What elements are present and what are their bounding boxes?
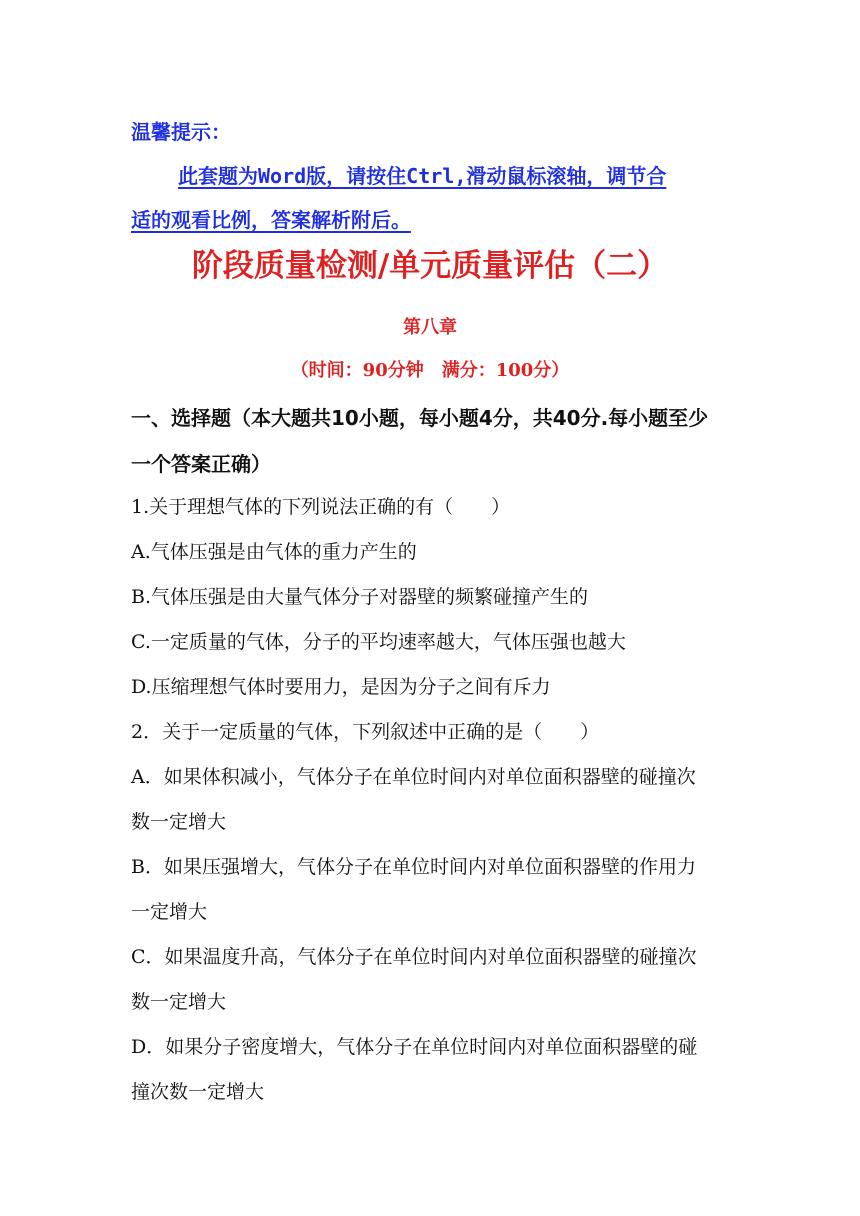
page-title: 阶段质量检测/单元质量评估（二） [191, 248, 669, 284]
question-2-option-c-line-1: C．如果温度升高，气体分子在单位时间内对单位面积器壁的碰撞次 [131, 946, 697, 968]
question-2-option-c-line-2: 数一定增大 [131, 991, 227, 1013]
question-1-option-c: C.一定质量的气体，分子的平均速率越大，气体压强也越大 [131, 631, 626, 653]
tip-line-1: 此套题为Word版，请按住Ctrl,滑动鼠标滚轴，调节合 [178, 164, 667, 188]
question-1-option-a: A.气体压强是由气体的重力产生的 [131, 541, 417, 563]
section-heading-line-1: 一、选择题（本大题共10小题，每小题4分，共40分.每小题至少 [131, 406, 709, 430]
question-2-option-b-line-1: B．如果压强增大，气体分子在单位时间内对单位面积器壁的作用力 [131, 856, 696, 878]
question-1-option-b: B.气体压强是由大量气体分子对器壁的频繁碰撞产生的 [131, 586, 589, 608]
question-2-stem: 2．关于一定质量的气体，下列叙述中正确的是（ ） [131, 721, 600, 743]
question-2-option-d-line-1: D．如果分子密度增大，气体分子在单位时间内对单位面积器壁的碰 [131, 1036, 698, 1058]
section-heading-line-2: 一个答案正确） [131, 452, 271, 476]
question-2-option-d-line-2: 撞次数一定增大 [131, 1081, 265, 1103]
tip-line-2: 适的观看比例，答案解析附后。 [131, 208, 411, 232]
question-2-option-b-line-2: 一定增大 [131, 901, 208, 923]
question-1-stem: 1.关于理想气体的下列说法正确的有（ ） [131, 496, 511, 518]
chapter-label: 第八章 [403, 317, 457, 338]
question-2-option-a-line-1: A．如果体积减小，气体分子在单位时间内对单位面积器壁的碰撞次 [131, 766, 696, 788]
tip-heading: 温馨提示： [131, 120, 231, 144]
question-2-option-a-line-2: 数一定增大 [131, 811, 227, 833]
question-1-option-d: D.压缩理想气体时要用力，是因为分子之间有斥力 [131, 676, 551, 698]
time-score-info: （时间：90分钟 满分：100分） [290, 360, 570, 381]
